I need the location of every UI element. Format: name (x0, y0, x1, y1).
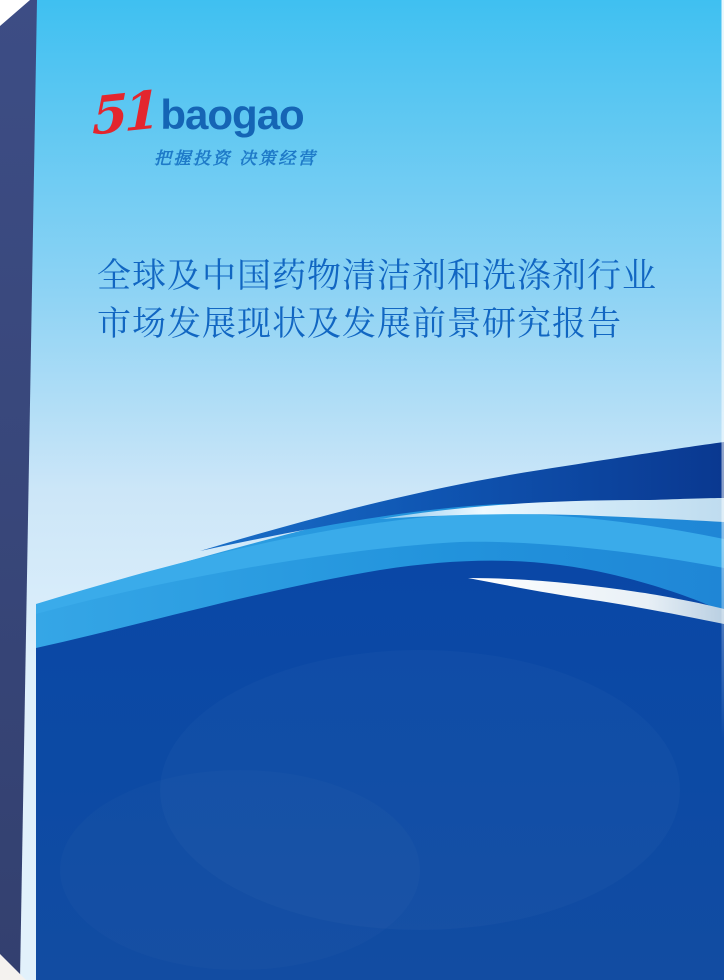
logo-row (92, 79, 317, 148)
logo (92, 79, 318, 169)
report-title-line2: 市场发展现状及发展前景研究报告 (97, 305, 622, 343)
report-title-line1: 全球及中国药物清洁剂和洗涤剂行业 (97, 257, 657, 295)
logo-tagline: 把握投资 决策经营 (154, 149, 318, 168)
logo-wordmark: baogao (160, 91, 304, 138)
watermark-texture (60, 770, 420, 970)
logo-51-mark: 51 (92, 79, 157, 148)
report-title (97, 252, 687, 348)
